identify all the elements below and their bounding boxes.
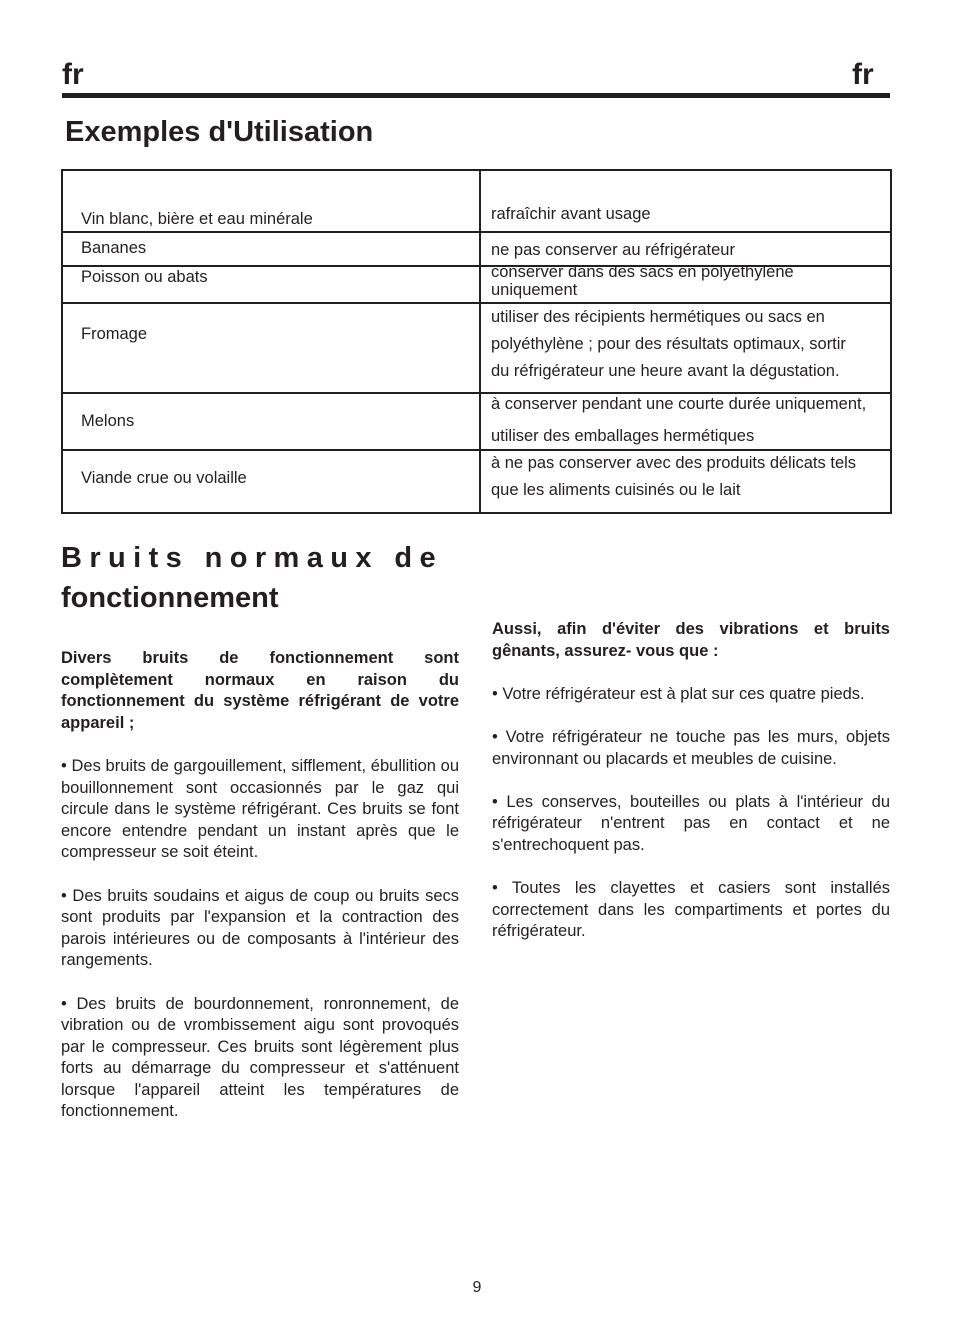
advice-fish-line2: uniquement [491,281,578,299]
section-title-noise-line2: fonctionnement [61,582,279,614]
noise-left-column [61,648,459,1145]
language-code-right: fr [852,58,874,91]
table-row-divider [63,302,890,304]
noise-intro-paragraph: Divers bruits de fonctionnement sont complètement normaux en raison du fonctionnement du système réfrigérant de votre appareil ; [61,649,459,732]
vibration-bullet-level: • Votre réfrigérateur est à plat sur ces quatre pieds. [492,684,865,703]
vibration-bullet-walls: • Votre réfrigérateur ne touche pas les murs, objets environnant ou placards et meubles de cuisine. [492,727,890,768]
header-rule [62,93,890,98]
advice-meat-line1: à ne pas conserver avec des produits délicats tels [491,454,857,472]
section-title-noise-line1: Bruits normaux de [61,542,444,574]
advice-melons-line2: utiliser des emballages hermétiques [491,427,755,445]
advice-wine: rafraîchir avant usage [491,205,651,223]
food-item-cheese: Fromage [81,325,148,343]
advice-melons-line1: à conserver pendant une courte durée uniquement, [491,395,867,413]
section-title-noise [61,538,461,618]
advice-fish-line1: conserver dans des sacs en polyéthylène [491,263,794,281]
section-title-usage: Exemples d'Utilisation [65,116,374,148]
noise-bullet-gurgling: • Des bruits de gargouillement, sifflement, ébullition ou bouillonnement sont occasionnés par le gaz qui circule dans le système réfrigérant. Ces bruits se font encore entendre pendant un instant après que le compresseur se soit éteint. [61,756,459,862]
food-item-melons: Melons [81,412,135,430]
noise-bullet-cracking: • Des bruits soudains et aigus de coup ou bruits secs sont produits par l'expansion et la contraction des parois intérieures ou de composants à l'intérieur des rangements. [61,886,459,970]
advice-bananas: ne pas conserver au réfrigérateur [491,241,735,259]
advice-cheese-line1: utiliser des récipients hermétiques ou sacs en [491,308,825,326]
vibration-bullet-shelves: • Toutes les clayettes et casiers sont installés correctement dans les compartiments et portes du réfrigérateur. [492,879,890,941]
page-number: 9 [472,1279,482,1296]
usage-table [61,169,892,514]
noise-right-column [492,619,890,965]
food-item-meat: Viande crue ou volaille [81,469,247,487]
table-row-divider [63,392,890,394]
vibration-intro-paragraph: Aussi, afin d'éviter des vibrations et bruits gênants, assurez- vous que : [492,620,890,660]
advice-cheese-line2: polyéthylène ; pour des résultats optimaux, sortir [491,335,846,353]
food-item-fish: Poisson ou abats [81,268,208,286]
table-row-divider [63,449,890,451]
advice-cheese-line3: du réfrigérateur une heure avant la dégustation. [491,362,840,380]
table-column-divider [479,171,481,512]
vibration-bullet-contents: • Les conserves, bouteilles ou plats à l'intérieur du réfrigérateur n'entrent pas en contact et ne s'entrechoquent pas. [492,792,890,854]
food-item-bananas: Bananes [81,239,147,257]
advice-meat-line2: que les aliments cuisinés ou le lait [491,481,741,499]
food-item-wine: Vin blanc, bière et eau minérale [81,210,313,228]
table-row-divider [63,231,890,233]
noise-bullet-humming: • Des bruits de bourdonnement, ronronnement, de vibration ou de vrombissement aigu sont provoqués par le compresseur. Ces bruits sont légèrement plus forts au démarrage du compresseur et s'atténuent lorsque l'appareil atteint les températures de fonctionnement. [61,994,459,1121]
language-code-left: fr [62,58,84,91]
